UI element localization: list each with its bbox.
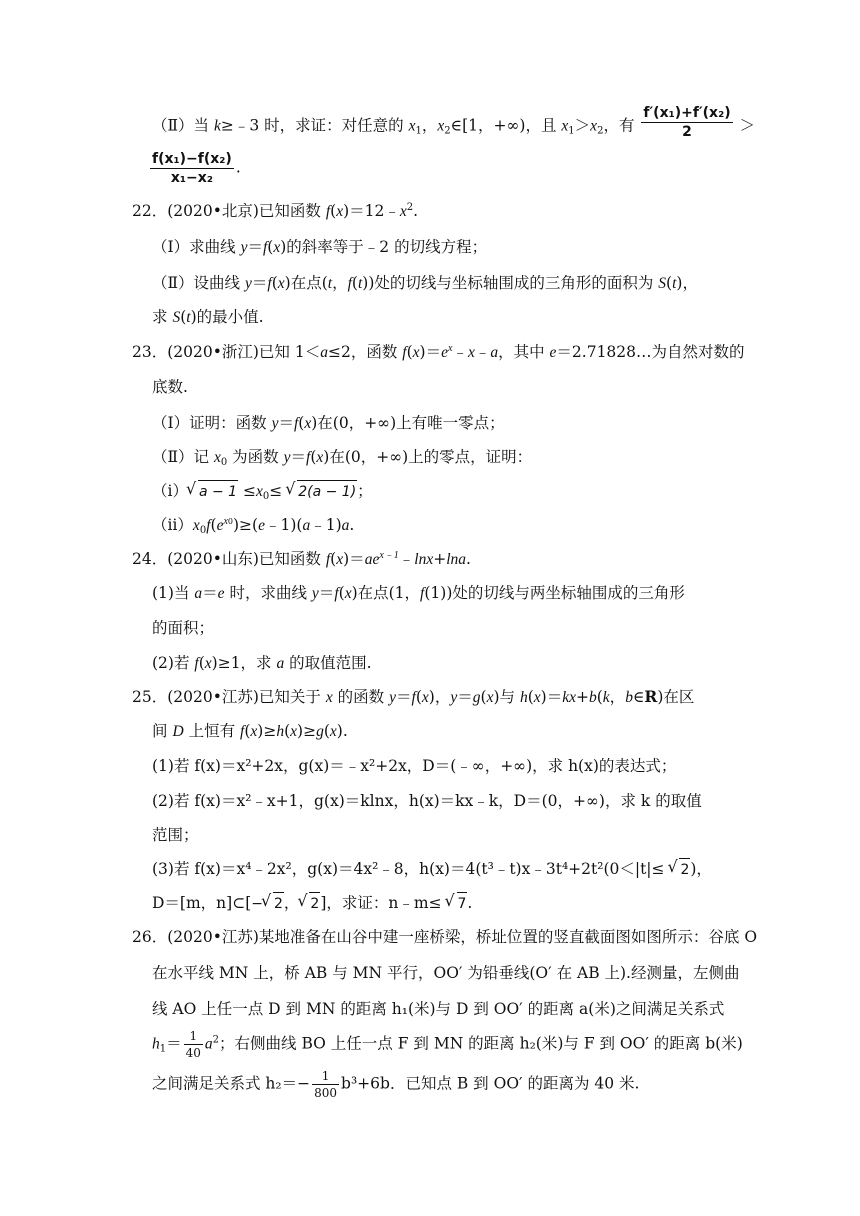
q25-part2: (2)若 f(x)＝x²﹣x+1，g(x)＝klnx，h(x)＝kx﹣k，D＝(0，+∞)，求 k 的取值 xyxy=(152,792,702,810)
q22-part1: （Ⅰ）求曲线 y＝f(x)的斜率等于﹣2 的切线方程； xyxy=(152,238,488,256)
q26-line3: 线 AO 上任一点 D 到 MN 的距离 h₁(米)与 D 到 OO′ 的距离 a(米)之间满足关系式 xyxy=(152,1000,725,1018)
q22-part2-cont: 求 S(t)的最小值. xyxy=(152,308,264,326)
q23-stem-cont: 底数. xyxy=(152,378,188,396)
sqrt-2-pos: √ 2 xyxy=(299,892,320,915)
q25-part3-cont: D＝[m，n]⊂[−√ 2，√ 2]，求证：n﹣m≤ √ 7. xyxy=(152,892,472,915)
q23-part1: （Ⅰ）证明：函数 y＝f(x)在(0，+∞)上有唯一零点； xyxy=(152,414,505,432)
sqrt-7: √ 7 xyxy=(447,892,468,915)
q21-difference-quotient: $\frac{\text{f(x₁)−f(x₂)}}{\text{x₁−x₂}}$ . xyxy=(152,151,241,186)
q22-part2: （Ⅱ）设曲线 y＝f(x)在点(t，f(t))处的切线与坐标轴围成的三角形的面积为 S(t)， xyxy=(152,274,698,292)
q21-part2-line: （Ⅱ）当 k≥﹣3 时，求证：对任意的 $x_1$，$x_2\in[1$，+∞)，且 $x_1>x_2$，有 $\frac{\text{f′(x₁)+f′(x₂)}}{2}$ ＞ xyxy=(152,105,756,140)
q24-stem: 24．(2020•山东)已知函数 $f(x)=ae^{x﹣1}﹣\ln x+\ln a$. xyxy=(132,550,471,568)
sqrt-2: √ 2 xyxy=(669,858,690,881)
sqrt-2-a-minus-1: √ 2(a − 1) xyxy=(287,480,357,503)
q23-part2-i: （ⅰ）√ $a - 1 \le x_0\le$ √ 2(a − 1)； xyxy=(152,480,373,503)
q24-part1-cont: 的面积； xyxy=(152,619,215,637)
q21-secant-fraction: $\frac{\text{f(x₁)−f(x₂)}}{\text{x₁−x₂}}$ xyxy=(152,151,232,186)
q25-part2-cont: 范围； xyxy=(152,826,199,844)
q25-part3: (3)若 f(x)＝x⁴﹣2x²，g(x)＝4x²﹣8，h(x)＝4(t³﹣t)x﹣3t⁴+2t²(0＜|t|≤ √ 2)， xyxy=(152,858,712,881)
q26-line5: 之间满足关系式 h₂＝− $\frac{1}{800}$ b³+6b．已知点 B 到 OO′ 的距离为 40 米. xyxy=(152,1069,640,1100)
q23-part2-ii: $(ⅱ)x_0f(e^{x0})\ge(e﹣1)(a﹣1)a$. xyxy=(152,516,355,536)
q25-part1: (1)若 f(x)＝x²+2x，g(x)＝﹣x²+2x，D＝(﹣∞，+∞)，求 h(x)的表达式； xyxy=(152,757,677,775)
q21-derivative-fraction: $\frac{\text{f′(x₁)+f′(x₂)}}{2}$ xyxy=(643,105,731,140)
q25-stem: 25．(2020•江苏)已知关于 x 的函数 y＝f(x)，y＝g(x)与 h(x)＝kx+b(k，b∈R)在区 xyxy=(132,687,695,706)
fraction-1-over-800: $\frac{1}{800}$ xyxy=(314,1069,338,1100)
q22-stem: 22．(2020•北京)已知函数 $f(x)=12﹣x^2$. xyxy=(132,202,419,220)
q26-line2: 在水平线 MN 上，桥 AB 与 MN 平行，OO′ 为铅垂线(O′ 在 AB 上).经测量，左侧曲 xyxy=(152,964,740,982)
q24-part2: (2)若 f(x)≥1，求 a 的取值范围. xyxy=(152,654,372,672)
sqrt-2-neg: √ 2 xyxy=(263,892,284,915)
q25-stem-cont: 间 D 上恒有 f(x)≥h(x)≥g(x). xyxy=(152,722,348,740)
sqrt-a-minus-1: √ a − 1 xyxy=(188,480,238,503)
q26-line4: $h_1=$ $\frac{1}{40}$ $a^2$；右侧曲线 BO 上任一点 F 到 MN 的距离 h₂(米)与 F 到 OO′ 的距离 b(米) xyxy=(152,1029,743,1060)
q26-line1: 26．(2020•江苏)某地准备在山谷中建一座桥梁，桥址位置的竖直截面图如图所示：谷底 O xyxy=(132,928,758,946)
q24-part1: (1)当 a＝e 时，求曲线 y＝f(x)在点(1，f(1))处的切线与两坐标轴围成的三角形 xyxy=(152,584,685,602)
q23-part2: （Ⅱ）记 $x_0$ 为函数 y＝f(x)在(0，+∞)上的零点，证明： xyxy=(152,448,533,468)
q23-stem: 23．(2020•浙江)已知 1＜a≤2，函数 $f(x)=e^x﹣x﹣a$，其中 e＝2.71828…为自然对数的 xyxy=(132,343,745,361)
fraction-1-over-40: $\frac{1}{40}$ xyxy=(185,1029,201,1060)
